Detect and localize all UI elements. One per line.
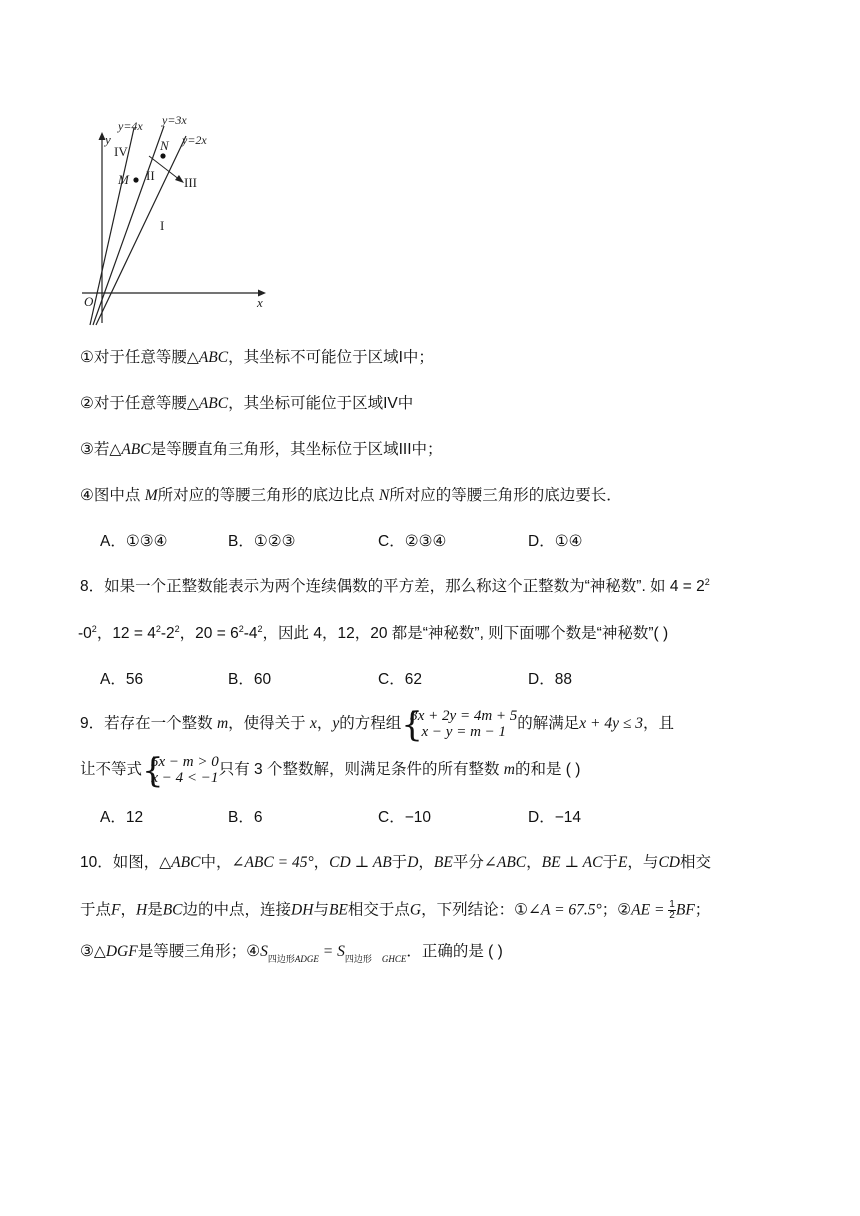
- region-II: II: [146, 168, 155, 183]
- line-y2x: [96, 136, 186, 325]
- inequality-system: { 5x − m > 0 x − 4 < −1: [142, 750, 219, 791]
- equation-system: { 3x + 2y = 4m + 5 x − y = m − 1: [401, 704, 518, 745]
- label-y3x: y=3x: [162, 113, 187, 127]
- q7-option-d[interactable]: D．①④: [528, 533, 583, 550]
- q8-option-d[interactable]: D．88: [528, 671, 572, 688]
- statement-2: ②对于任意等腰△ABC，其坐标可能位于区域IV中: [80, 395, 414, 412]
- q9-line-2: 让不等式 { 5x − m > 0 x − 4 < −1 只有 3 个整数解，则满足条件的所有整数 m的和是 ( ): [80, 750, 581, 791]
- region-IV: IV: [114, 144, 128, 159]
- q10-line-3: ③△DGF是等腰三角形；$④S_{四边形ADGE} = S_{四边形 GHCE}$．正确的是 ( ): [80, 943, 503, 964]
- q10-line-1: 10．如图，△ABC中，∠ABC = 45°，CD ⊥ AB于D，BE平分∠ABC，BE ⊥ AC于E，与CD相交: [80, 854, 711, 871]
- q9-option-d[interactable]: D．−14: [528, 809, 581, 826]
- label-origin: O: [84, 294, 94, 309]
- q8-line-2: $-0^2$，$12 = 4^2-2^2$，$20 = 6^2-4^2$，因此 4，12，20 都是“神秘数”, 则下面哪个数是“神秘数”( ): [78, 624, 669, 642]
- region-III: III: [184, 175, 197, 190]
- q8-option-b[interactable]: B．60: [228, 671, 272, 688]
- q9-line-1: 9．若存在一个整数 m，使得关于 x，y的方程组 { 3x + 2y = 4m + 5 x − y = m − 1 的解满足x + 4y ≤ 3，且: [80, 704, 675, 745]
- label-x: x: [257, 295, 263, 310]
- q9-option-b[interactable]: B．6: [228, 809, 263, 826]
- label-y2x: y=2x: [182, 133, 207, 147]
- q8-line-1: 8．如果一个正整数能表示为两个连续偶数的平方差，那么称这个正整数为“神秘数”. 如 $4 = 2^2$: [80, 577, 710, 595]
- line-y3x: [93, 126, 164, 325]
- q7-option-b[interactable]: B．①②③: [228, 533, 296, 550]
- label-M: M: [118, 172, 129, 187]
- point-M: [133, 177, 138, 182]
- arrow-head-III: [175, 175, 184, 183]
- fraction-one-half: $\frac{1}{2}$: [669, 899, 675, 921]
- statement-1: ①对于任意等腰△ABC，其坐标不可能位于区域I中；: [80, 349, 434, 366]
- label-y4x: y=4x: [118, 119, 143, 133]
- q8-option-c[interactable]: C．62: [378, 671, 422, 688]
- coordinate-figure: [76, 108, 276, 330]
- q9-option-a[interactable]: A．12: [100, 809, 144, 826]
- label-y: y: [105, 132, 111, 147]
- q10-line-2: 于点F，H是BC边的中点，连接DH与BE相交于点G，下列结论：①∠A = 67.5°；②AE = $\frac{1}{2}$ BF；: [80, 899, 711, 921]
- q7-option-a[interactable]: A．①③④: [100, 533, 168, 550]
- statement-3: ③若△ABC是等腰直角三角形，其坐标位于区域III中；: [80, 441, 443, 458]
- q7-option-c[interactable]: C．②③④: [378, 533, 447, 550]
- point-N: [160, 153, 165, 158]
- label-N: N: [160, 138, 169, 153]
- q8-option-a[interactable]: A．56: [100, 671, 144, 688]
- region-I: I: [160, 218, 165, 233]
- statement-4: ④图中点 M所对应的等腰三角形的底边比点 N所对应的等腰三角形的底边要长．: [80, 487, 622, 504]
- q9-option-c[interactable]: C．−10: [378, 809, 431, 826]
